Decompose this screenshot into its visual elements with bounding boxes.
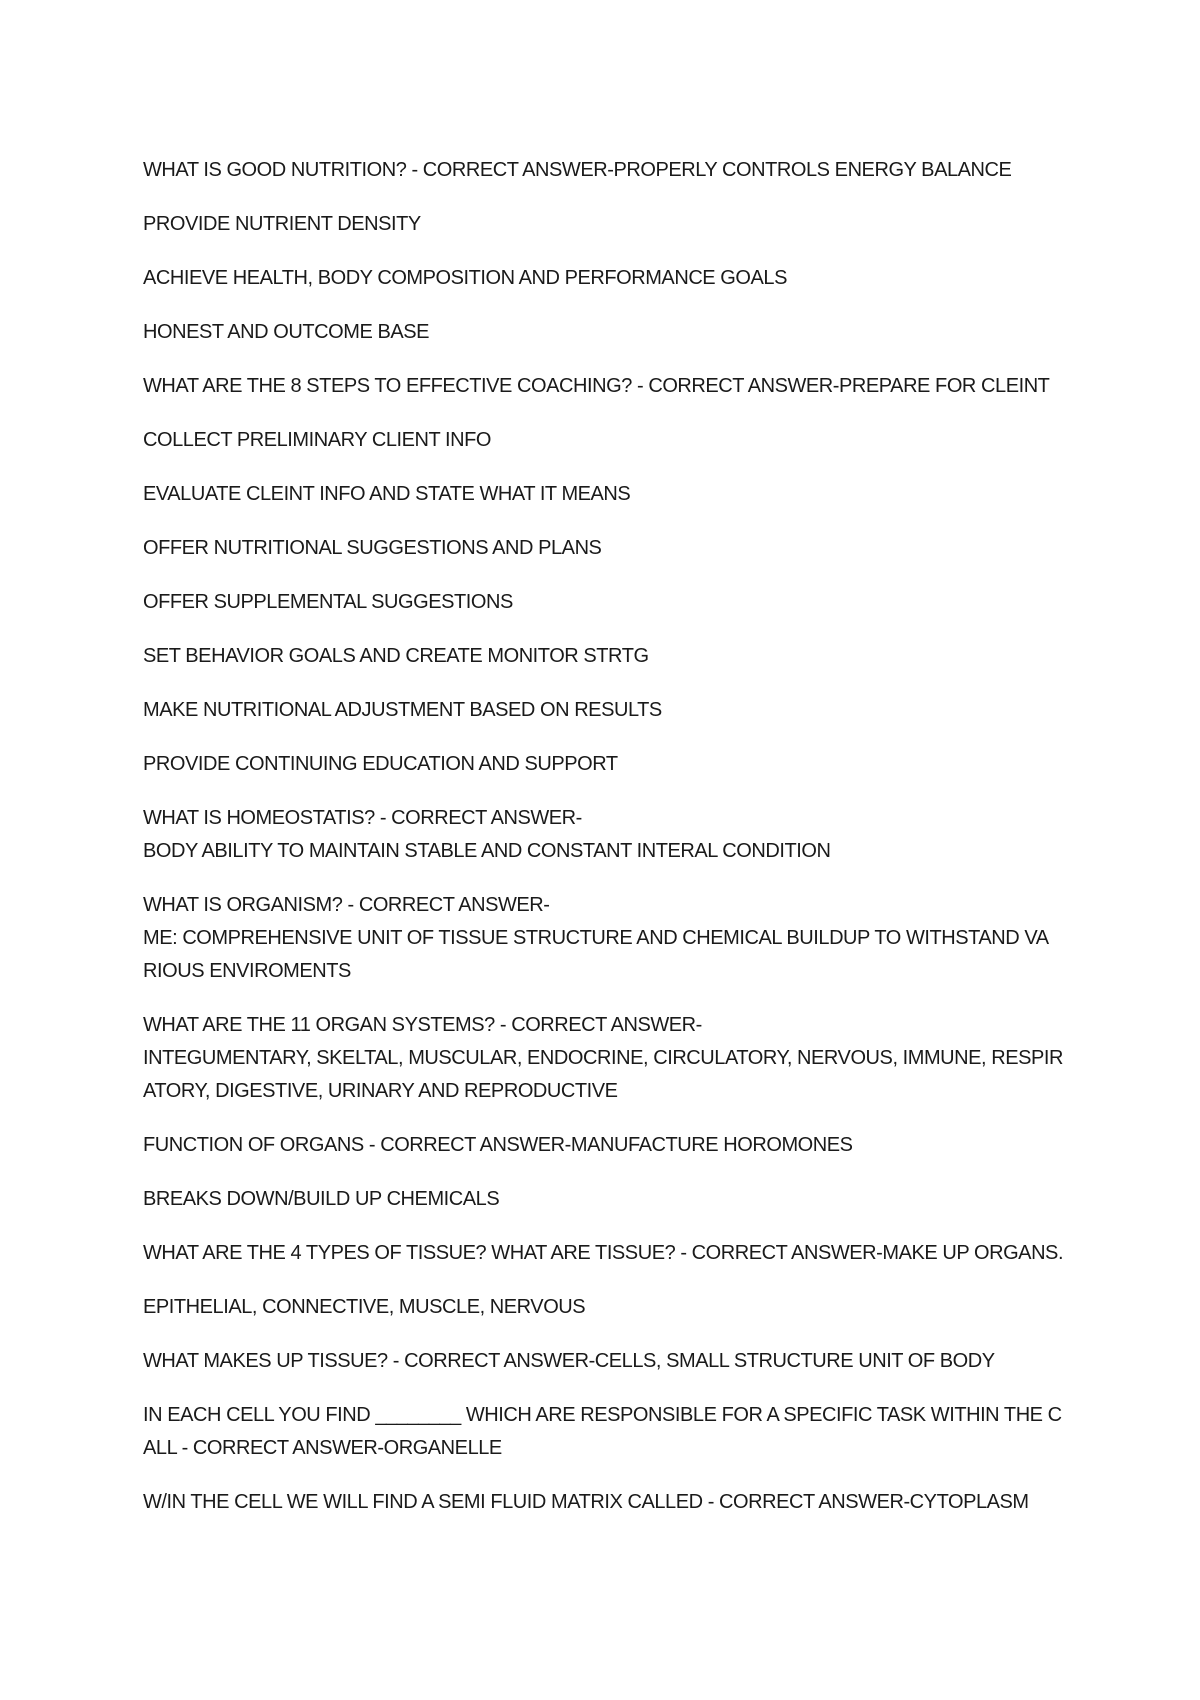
- qa-entry: [143, 478, 1083, 511]
- text-line: WHAT ARE THE 8 STEPS TO EFFECTIVE COACHING? - CORRECT ANSWER-PREPARE FOR CLEINT: [143, 375, 1050, 397]
- text-line: MAKE NUTRITIONAL ADJUSTMENT BASED ON RESULTS: [143, 699, 662, 721]
- qa-entry: [143, 586, 1083, 619]
- text-line: BREAKS DOWN/BUILD UP CHEMICALS: [143, 1188, 500, 1210]
- text-line: WHAT MAKES UP TISSUE? - CORRECT ANSWER-CELLS, SMALL STRUCTURE UNIT OF BODY: [143, 1350, 995, 1372]
- qa-entry: [143, 316, 1083, 349]
- qa-entry: [143, 1486, 1083, 1519]
- qa-entry: [143, 532, 1083, 565]
- qa-entry: [143, 208, 1083, 241]
- qa-entry: [143, 1129, 1083, 1162]
- qa-entry: [143, 889, 1083, 988]
- text-line: ATORY, DIGESTIVE, URINARY AND REPRODUCTIVE: [143, 1080, 618, 1102]
- qa-entry: [143, 370, 1083, 403]
- qa-entry: [143, 640, 1083, 673]
- qa-entry: [143, 694, 1083, 727]
- qa-entry: [143, 1399, 1083, 1465]
- text-line: PROVIDE CONTINUING EDUCATION AND SUPPORT: [143, 753, 618, 775]
- text-line: WHAT ARE THE 4 TYPES OF TISSUE? WHAT ARE TISSUE? - CORRECT ANSWER-MAKE UP ORGANS.: [143, 1242, 1064, 1264]
- document-page: [143, 154, 1083, 1540]
- text-line: COLLECT PRELIMINARY CLIENT INFO: [143, 429, 492, 451]
- text-line: WHAT IS HOMEOSTATIS? - CORRECT ANSWER-: [143, 807, 582, 829]
- qa-entry: [143, 154, 1083, 187]
- text-line: EVALUATE CLEINT INFO AND STATE WHAT IT MEANS: [143, 483, 631, 505]
- text-line: ALL - CORRECT ANSWER-ORGANELLE: [143, 1437, 502, 1459]
- text-line: BODY ABILITY TO MAINTAIN STABLE AND CONSTANT INTERAL CONDITION: [143, 840, 831, 862]
- qa-entry: [143, 1183, 1083, 1216]
- qa-entry: [143, 748, 1083, 781]
- qa-entry: [143, 262, 1083, 295]
- text-line: INTEGUMENTARY, SKELTAL, MUSCULAR, ENDOCRINE, CIRCULATORY, NERVOUS, IMMUNE, RESPIR: [143, 1047, 1064, 1069]
- qa-entry: [143, 802, 1083, 868]
- text-line: WHAT IS GOOD NUTRITION? - CORRECT ANSWER-PROPERLY CONTROLS ENERGY BALANCE: [143, 159, 1012, 181]
- text-line: OFFER SUPPLEMENTAL SUGGESTIONS: [143, 591, 513, 613]
- text-line: W/IN THE CELL WE WILL FIND A SEMI FLUID MATRIX CALLED - CORRECT ANSWER-CYTOPLASM: [143, 1491, 1029, 1513]
- qa-entry: [143, 424, 1083, 457]
- qa-entry: [143, 1237, 1083, 1270]
- text-line: ACHIEVE HEALTH, BODY COMPOSITION AND PERFORMANCE GOALS: [143, 267, 787, 289]
- text-line: ME: COMPREHENSIVE UNIT OF TISSUE STRUCTURE AND CHEMICAL BUILDUP TO WITHSTAND VA: [143, 927, 1049, 949]
- qa-entry: [143, 1291, 1083, 1324]
- text-line: WHAT ARE THE 11 ORGAN SYSTEMS? - CORRECT ANSWER-: [143, 1014, 702, 1036]
- text-line: RIOUS ENVIROMENTS: [143, 960, 351, 982]
- qa-entry: [143, 1009, 1083, 1108]
- text-line: FUNCTION OF ORGANS - CORRECT ANSWER-MANUFACTURE HOROMONES: [143, 1134, 853, 1156]
- text-line: OFFER NUTRITIONAL SUGGESTIONS AND PLANS: [143, 537, 602, 559]
- text-line: PROVIDE NUTRIENT DENSITY: [143, 213, 421, 235]
- text-line: IN EACH CELL YOU FIND ________ WHICH ARE RESPONSIBLE FOR A SPECIFIC TASK WITHIN THE C: [143, 1404, 1062, 1426]
- text-line: HONEST AND OUTCOME BASE: [143, 321, 429, 343]
- text-line: WHAT IS ORGANISM? - CORRECT ANSWER-: [143, 894, 550, 916]
- qa-entry: [143, 1345, 1083, 1378]
- text-line: SET BEHAVIOR GOALS AND CREATE MONITOR STRTG: [143, 645, 649, 667]
- text-line: EPITHELIAL, CONNECTIVE, MUSCLE, NERVOUS: [143, 1296, 586, 1318]
